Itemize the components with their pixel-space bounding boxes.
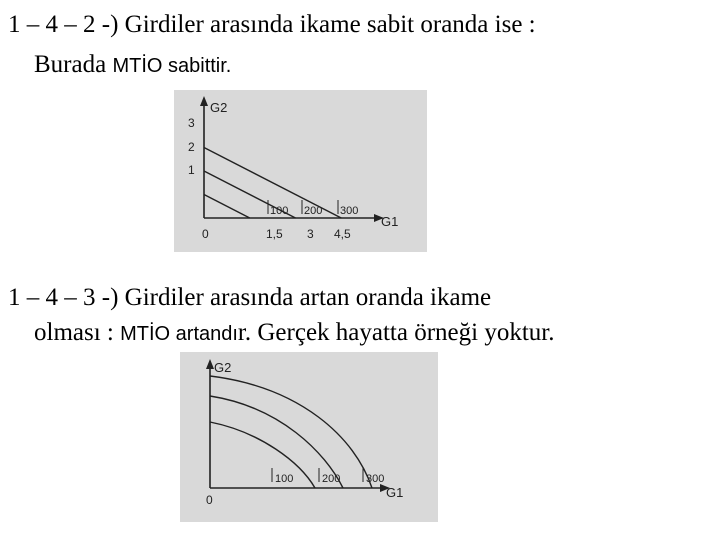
origin-label: 0 — [206, 493, 213, 507]
y-tick-3: 3 — [188, 116, 195, 130]
y-tick-2: 2 — [188, 140, 195, 154]
x-axis-label: G1 — [381, 214, 399, 229]
x-axis-label: G1 — [386, 485, 404, 500]
origin-label: 0 — [202, 227, 209, 241]
y-tick-1: 1 — [188, 163, 195, 177]
x-tick-3: 3 — [307, 227, 314, 241]
curve-label-200: 200 — [322, 473, 341, 485]
section-1-heading: 1 – 4 – 2 -) Girdiler arasında ikame sabit oranda ise : — [8, 11, 536, 38]
y-axis-arrow-icon — [206, 359, 214, 369]
section-1-note — [34, 50, 231, 81]
curve-label-300: 300 — [366, 473, 385, 485]
curve-label-300: 300 — [340, 205, 359, 217]
figure-linear-isoquants — [174, 90, 427, 252]
isoquant-100 — [204, 195, 250, 219]
curve-label-100: 100 — [270, 205, 289, 217]
y-axis-label: G2 — [214, 360, 232, 375]
y-axis-label: G2 — [210, 100, 228, 115]
section-2-heading: 1 – 4 – 3 -) Girdiler arasında artan oranda ikame — [8, 284, 492, 311]
figure-concave-isoquants — [180, 352, 438, 522]
curve-label-100: 100 — [275, 473, 294, 485]
section-2-note-a: olması : — [34, 319, 121, 346]
section-2-note — [34, 318, 554, 349]
section-2-note-b: r. Gerçek hayatta örneği yoktur. — [237, 319, 555, 346]
section-2-note-sans: MTİO artandı — [120, 323, 238, 345]
section-1-note-prefix: Burada — [34, 51, 113, 78]
section-1-note-sans: MTİO sabittir. — [112, 55, 232, 77]
isoquant-concave-300 — [210, 376, 372, 488]
curve-label-200: 200 — [304, 205, 323, 217]
isoquant-concave-100 — [210, 422, 315, 488]
x-tick-1-5: 1,5 — [266, 227, 283, 241]
x-tick-4-5: 4,5 — [334, 227, 351, 241]
y-axis-arrow-icon — [200, 96, 208, 106]
